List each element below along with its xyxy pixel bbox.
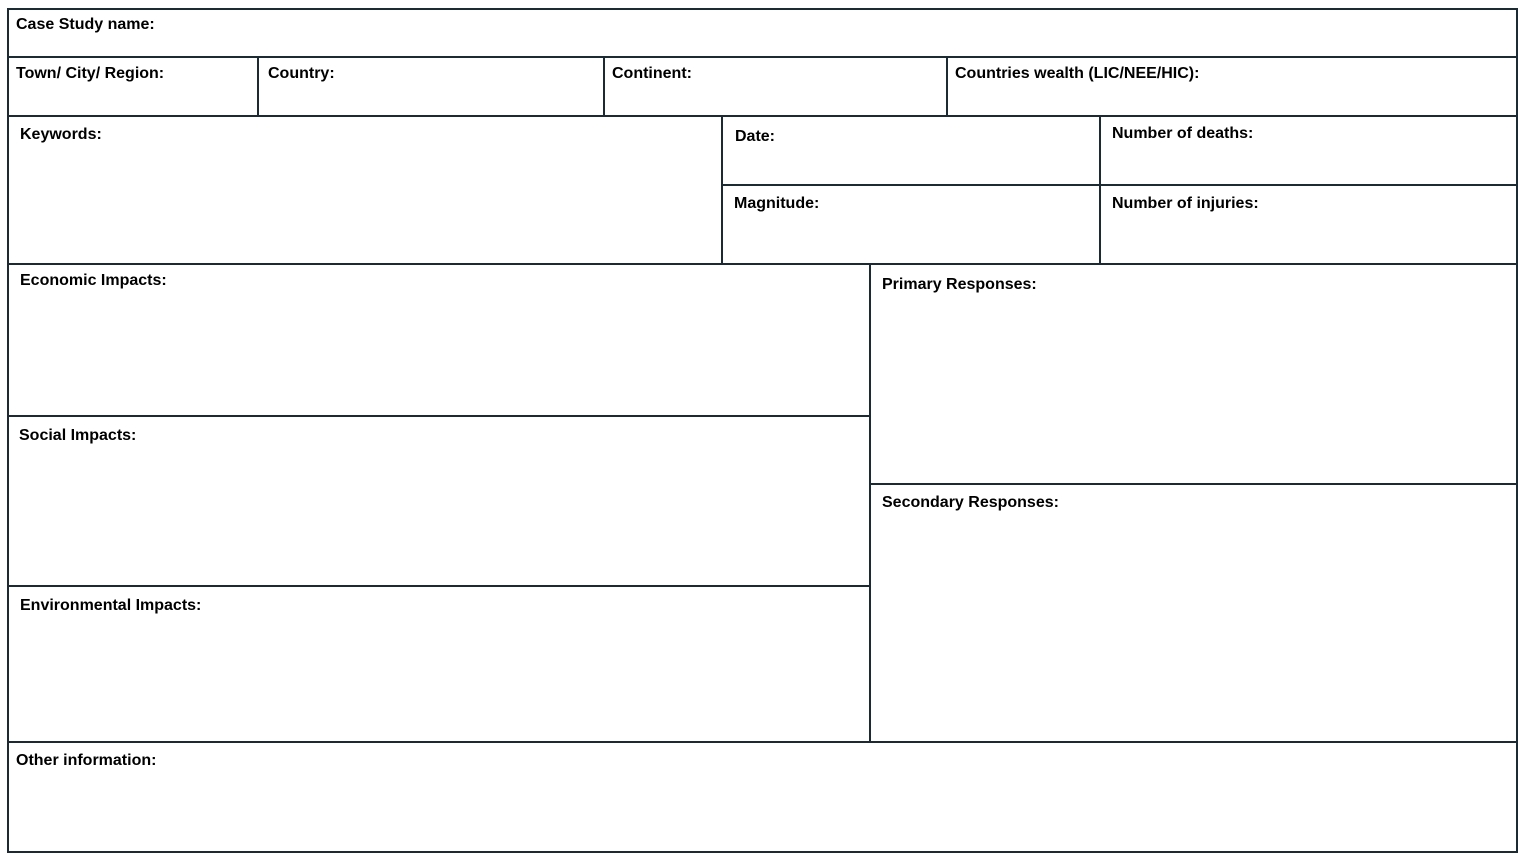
- keywords-label: Keywords:: [20, 126, 102, 143]
- country-label: Country:: [268, 65, 335, 82]
- environmental-impacts-field[interactable]: [7, 585, 872, 743]
- social-impacts-field[interactable]: [7, 415, 872, 587]
- secondary-responses-field[interactable]: [869, 483, 1518, 743]
- country-field[interactable]: [257, 56, 605, 117]
- magnitude-field[interactable]: [721, 184, 1102, 265]
- environmental-impacts-label: Environmental Impacts:: [20, 597, 202, 614]
- town-city-region-field[interactable]: [7, 56, 259, 117]
- other-information-field[interactable]: [7, 741, 1518, 853]
- magnitude-label: Magnitude:: [734, 195, 820, 212]
- continent-label: Continent:: [612, 65, 692, 82]
- number-of-injuries-field[interactable]: [1099, 184, 1518, 265]
- social-impacts-label: Social Impacts:: [19, 427, 137, 444]
- economic-impacts-field[interactable]: [7, 263, 872, 417]
- date-field[interactable]: [721, 115, 1102, 186]
- number-of-deaths-field[interactable]: [1099, 115, 1518, 186]
- continent-field[interactable]: [603, 56, 948, 117]
- other-information-label: Other information:: [16, 752, 157, 769]
- secondary-responses-label: Secondary Responses:: [882, 494, 1059, 511]
- countries-wealth-field[interactable]: [946, 56, 1518, 117]
- case-study-name-field[interactable]: [7, 8, 1518, 58]
- date-label: Date:: [735, 128, 776, 145]
- case-study-name-label: Case Study name:: [16, 16, 155, 33]
- town-city-region-label: Town/ City/ Region:: [16, 65, 165, 82]
- number-of-injuries-label: Number of injuries:: [1112, 195, 1259, 212]
- keywords-field[interactable]: [7, 115, 724, 265]
- primary-responses-field[interactable]: [869, 263, 1518, 485]
- number-of-deaths-label: Number of deaths:: [1112, 125, 1254, 142]
- primary-responses-label: Primary Responses:: [882, 276, 1037, 293]
- countries-wealth-label: Countries wealth (LIC/NEE/HIC):: [955, 65, 1200, 82]
- economic-impacts-label: Economic Impacts:: [20, 272, 167, 289]
